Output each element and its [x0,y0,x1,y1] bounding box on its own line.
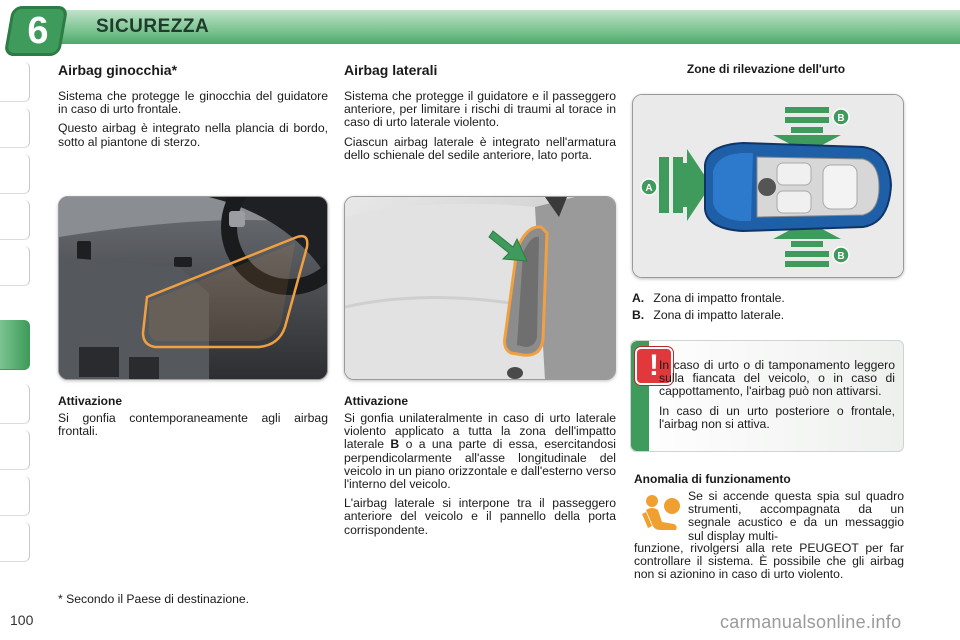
chapter-tabs [0,62,34,582]
knee-airbag-section [58,62,328,155]
malfunction-text: Se si accende questa spia sul quadro strumenti, accompagnata da un segnale acustico e da un messaggio sul display multi- [688,489,904,543]
knee-airbag-text: Questo airbag è integrato nella plancia di bordo, sotto al piantone di sterzo. [58,121,328,149]
side-airbag-section [344,62,616,168]
side-airbag-title: Airbag laterali [344,62,438,78]
zones-section [630,62,902,76]
marker-a-icon [641,179,657,195]
knee-airbag-photo [58,196,328,380]
page-number: 100 [10,612,34,628]
seat-airbag-photo [344,196,616,380]
knee-activation-title: Attivazione [58,394,123,408]
malfunction-section [634,472,904,486]
zone-item-letter: B. [632,308,645,323]
warning-paragraph: In caso di urto o di tamponamento leggero sulla fiancata del veicolo, o in caso di cappottamento, l'airbag può non attivarsi. [659,358,895,399]
zone-item [632,292,904,305]
page-title: SICUREZZA [96,16,210,37]
zone-item [632,309,904,322]
knee-airbag-text: Sistema che protegge le ginocchia del guidatore in caso di urto frontale. [58,89,328,117]
zone-item-text: Zona di impatto laterale. [653,308,785,323]
seat-illustration [345,197,615,379]
warning-exclamation-icon: ! [635,347,673,385]
car-top-view-illustration [633,95,903,277]
chapter-tab[interactable] [0,246,30,286]
warning-box [630,340,904,452]
malfunction-text: funzione, rivolgersi alla rete PEUGEOT per far controllare il sistema. È possibile che gli airbag non si azionino in caso di urto violento. [634,541,904,582]
chapter-tab[interactable] [0,154,30,194]
zone-b-label: B [390,437,400,452]
side-activation-title: Attivazione [344,394,409,408]
malfunction-text-indented [688,490,904,543]
dashboard-illustration [59,197,327,379]
side-activation-text-part: Si gonfia unilateralmente in caso di urto laterale violento applicato a tutta la zona dell'impatto laterale [344,411,616,452]
zones-legend [632,292,904,328]
impact-zones-diagram [632,94,904,278]
chapter-tab[interactable] [0,430,30,470]
zone-marker-a: A [645,183,653,194]
chapter-tab-active[interactable] [0,320,30,370]
watermark: carmanualsonline.info [720,612,902,632]
chapter-tab[interactable] [0,384,30,424]
knee-activation-section [58,394,328,444]
chapter-tab[interactable] [0,62,30,102]
marker-b-bottom-icon [833,247,849,263]
marker-b-top-icon [833,109,849,125]
zone-marker-b: B [837,251,845,262]
knee-airbag-title: Airbag ginocchia* [58,62,178,78]
knee-activation-text: Si gonfia contemporaneamente agli airbag frontali. [58,411,328,439]
malfunction-text-full [634,542,904,582]
warning-text [659,359,895,437]
side-airbag-text: Ciascun airbag laterale è integrato nell'armatura dello schienale del sedile anteriore, lato porta. [344,134,616,162]
side-activation-text-2: L'airbag laterale si interpone tra il passeggero anteriore del veicolo e il pannello della porta corrispondente. [344,496,616,537]
chapter-tab[interactable] [0,476,30,516]
chapter-tab[interactable] [0,108,30,148]
chapter-tab[interactable] [0,522,30,562]
warning-paragraph: In caso di un urto posteriore o frontale, l'airbag non si attiva. [659,403,895,431]
chapter-tab[interactable] [0,200,30,240]
zone-item-text: Zona di impatto frontale. [653,291,785,305]
malfunction-title: Anomalia di funzionamento [634,472,791,486]
zones-title: Zone di rilevazione dell'urto [686,62,846,76]
side-activation-text-part: o a una parte di essa, esercitandosi perpendicolarmente all'asse longitudinale del veicolo in un piano orizzontale e dall'esterno verso l'interno del veicolo. [344,437,616,492]
zone-item-letter: A. [632,291,645,305]
footnote: * Secondo il Paese di destinazione. [58,592,250,606]
side-activation-text [344,412,616,491]
side-activation-section [344,394,616,543]
side-airbag-text: Sistema che protegge il guidatore e il passeggero anteriore, per limitare i rischi di traumi al torace in caso di urto laterale violento. [344,89,616,130]
zone-marker-b: B [837,113,845,124]
chapter-number: 6 [27,10,49,52]
airbag-warning-lamp-icon [638,492,682,536]
car-body [705,143,891,231]
